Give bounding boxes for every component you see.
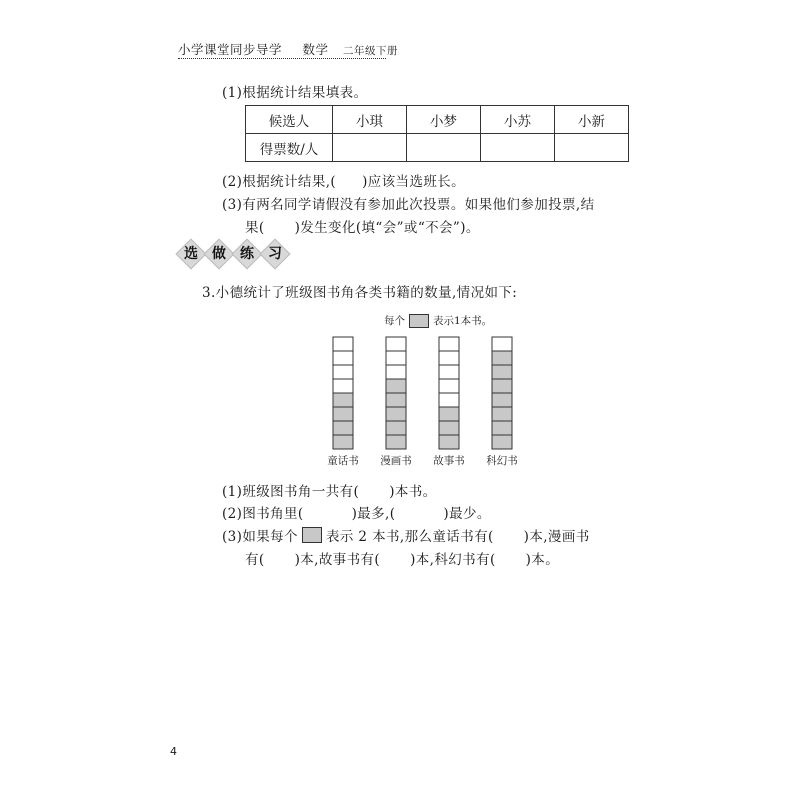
answer-cell[interactable] bbox=[481, 134, 555, 162]
filled-cell bbox=[439, 421, 459, 435]
filled-cell bbox=[386, 407, 406, 421]
empty-cell bbox=[333, 379, 353, 393]
filled-cell bbox=[492, 421, 512, 435]
empty-cell bbox=[386, 351, 406, 365]
bar-column bbox=[386, 337, 406, 449]
text-span: )本,科幻书有( bbox=[410, 552, 496, 568]
text-span: )本,故事书有( bbox=[294, 552, 381, 568]
q1-part2 bbox=[222, 170, 465, 190]
empty-cell bbox=[333, 365, 353, 379]
q3-part3-line1 bbox=[222, 525, 590, 545]
text-span: 有( bbox=[245, 552, 265, 568]
filled-cell bbox=[386, 379, 406, 393]
filled-cell bbox=[492, 365, 512, 379]
answer-cell[interactable] bbox=[555, 134, 629, 162]
text-span: (3)如果每个 bbox=[222, 529, 298, 545]
q1-part3-line1: (3)有两名同学请假没有参加此次投票。如果他们参加投票,结 bbox=[222, 197, 595, 213]
q3-part1 bbox=[222, 480, 437, 500]
q3-stem: 3.小德统计了班级图书角各类书籍的数量,情况如下: bbox=[202, 285, 518, 301]
empty-cell bbox=[439, 379, 459, 393]
text-span: (2)根据统计结果,( bbox=[222, 174, 337, 190]
filled-cell bbox=[492, 435, 512, 449]
empty-cell bbox=[439, 393, 459, 407]
table-row bbox=[246, 106, 629, 134]
cell-swatch bbox=[302, 527, 322, 543]
filled-cell bbox=[492, 393, 512, 407]
text-span: )本书。 bbox=[389, 484, 437, 500]
badge-char: 选 bbox=[184, 246, 198, 262]
empty-cell bbox=[333, 337, 353, 351]
table-header-cell: 小新 bbox=[555, 106, 629, 134]
badge-char: 习 bbox=[268, 246, 282, 262]
table-header-cell: 小梦 bbox=[407, 106, 481, 134]
grade-label: 二年级下册 bbox=[343, 45, 398, 57]
empty-cell bbox=[386, 337, 406, 351]
filled-cell bbox=[333, 421, 353, 435]
text-span: 果( bbox=[245, 220, 265, 236]
filled-cell bbox=[386, 393, 406, 407]
text-span: )本。 bbox=[525, 552, 560, 568]
vote-table bbox=[245, 105, 629, 162]
badge-char: 做 bbox=[212, 246, 226, 262]
empty-cell bbox=[386, 365, 406, 379]
text-span: (1)班级图书角一共有( bbox=[222, 484, 360, 500]
badge-diamond bbox=[259, 238, 290, 269]
book-count-chart bbox=[320, 330, 540, 470]
category-label: 故事书 bbox=[433, 455, 465, 467]
legend-swatch bbox=[409, 314, 429, 328]
category-label: 童话书 bbox=[327, 455, 359, 467]
answer-cell[interactable] bbox=[407, 134, 481, 162]
chart-legend bbox=[384, 313, 492, 328]
category-label: 漫画书 bbox=[380, 455, 412, 467]
text-span: )本,漫画书 bbox=[523, 529, 590, 545]
badge-diamond bbox=[175, 238, 206, 269]
filled-cell bbox=[386, 421, 406, 435]
badge-diamond bbox=[203, 238, 234, 269]
empty-cell bbox=[439, 351, 459, 365]
text-span: )最多,( bbox=[351, 506, 396, 522]
q1-part3-line2 bbox=[245, 216, 480, 236]
badge-char: 练 bbox=[240, 246, 254, 262]
page-number: 4 bbox=[170, 745, 177, 758]
filled-cell bbox=[439, 407, 459, 421]
filled-cell bbox=[333, 435, 353, 449]
answer-cell[interactable] bbox=[333, 134, 407, 162]
legend-prefix: 每个 bbox=[384, 315, 405, 327]
bar-column bbox=[333, 337, 353, 449]
running-header bbox=[178, 40, 398, 58]
section-badge bbox=[178, 241, 290, 267]
empty-cell bbox=[439, 365, 459, 379]
text-span: (2)图书角里( bbox=[222, 506, 304, 522]
filled-cell bbox=[492, 351, 512, 365]
legend-suffix: 表示1本书。 bbox=[433, 315, 493, 327]
filled-cell bbox=[333, 393, 353, 407]
empty-cell bbox=[439, 337, 459, 351]
header-divider bbox=[178, 58, 386, 59]
bar-column bbox=[439, 337, 459, 449]
filled-cell bbox=[333, 407, 353, 421]
subject-label: 数学 bbox=[302, 42, 329, 57]
filled-cell bbox=[492, 379, 512, 393]
text-span: )应该当选班长。 bbox=[362, 174, 466, 190]
table-row bbox=[246, 134, 629, 162]
table-header-cell: 小琪 bbox=[333, 106, 407, 134]
empty-cell bbox=[492, 337, 512, 351]
table-row-label: 得票数/人 bbox=[246, 134, 333, 162]
q3-part3-line2 bbox=[245, 548, 559, 568]
empty-cell bbox=[333, 351, 353, 365]
bar-column bbox=[492, 337, 512, 449]
q3-part2 bbox=[222, 502, 491, 522]
filled-cell bbox=[439, 435, 459, 449]
q1-part1: (1)根据统计结果填表。 bbox=[222, 85, 368, 101]
table-header-cell: 小苏 bbox=[481, 106, 555, 134]
text-span: )发生变化(填“会”或“不会”)。 bbox=[294, 220, 480, 236]
table-header-cell: 候选人 bbox=[246, 106, 333, 134]
filled-cell bbox=[386, 435, 406, 449]
badge-diamond bbox=[231, 238, 262, 269]
text-span: )最少。 bbox=[443, 506, 491, 522]
category-label: 科幻书 bbox=[486, 455, 518, 467]
filled-cell bbox=[492, 407, 512, 421]
book-title: 小学课堂同步导学 bbox=[178, 42, 283, 57]
text-span: 表示 2 本书,那么童话书有( bbox=[325, 529, 494, 545]
